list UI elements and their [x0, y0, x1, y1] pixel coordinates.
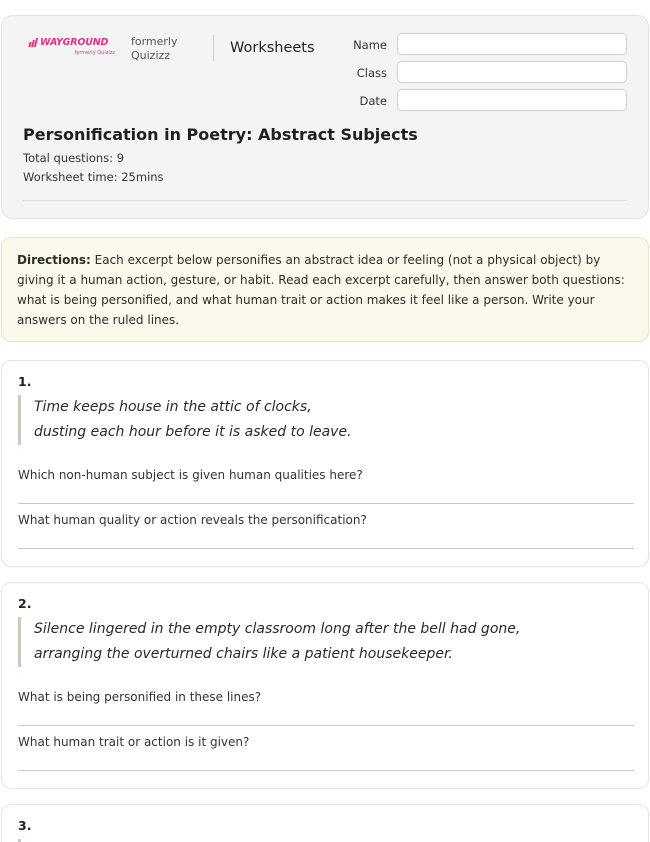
answer-line[interactable]	[18, 548, 634, 549]
question-card-3	[1, 804, 649, 842]
formerly-label: formerly	[131, 35, 178, 48]
excerpt-line: Silence lingered in the empty classroom long after the bell had gone,	[34, 621, 521, 637]
answer-line[interactable]	[18, 725, 634, 726]
excerpt-line: Time keeps house in the attic of clocks,	[34, 399, 312, 415]
answer-line[interactable]	[18, 770, 634, 771]
answer-line[interactable]	[18, 503, 634, 504]
total-questions: Total questions: 9	[23, 151, 125, 165]
header-divider	[213, 35, 214, 61]
date-field[interactable]	[397, 89, 627, 111]
question-prompt: What human quality or action reveals the personification?	[18, 513, 367, 527]
formerly-quizizz-note	[131, 35, 178, 63]
wayground-logo	[29, 37, 119, 56]
question-number: 2.	[18, 596, 32, 611]
excerpt-line: dusting each hour before it is asked to leave.	[34, 424, 352, 440]
directions-label: Directions:	[17, 253, 91, 267]
section-title: Worksheets	[230, 40, 315, 56]
question-prompt: Which non-human subject is given human qualities here?	[18, 468, 363, 482]
poem-excerpt	[18, 395, 618, 445]
worksheet-time: Worksheet time: 25mins	[23, 170, 164, 184]
name-field[interactable]	[397, 33, 627, 55]
header-rule	[23, 200, 627, 201]
brand-name: WAYGROUND	[40, 37, 109, 48]
date-label: Date	[359, 94, 387, 108]
question-number: 3.	[18, 818, 32, 833]
poem-excerpt	[18, 617, 618, 667]
question-prompt: What is being personified in these lines?	[18, 690, 262, 704]
wayground-logo-mark-icon	[29, 38, 37, 47]
brand-subtitle: formerly Quizizz	[74, 50, 115, 56]
directions-box	[1, 237, 649, 342]
question-number: 1.	[18, 374, 32, 389]
question-card-1	[1, 360, 649, 567]
class-label: Class	[356, 66, 387, 80]
question-card-2	[1, 582, 649, 789]
question-prompt: What human trait or action is it given?	[18, 735, 250, 749]
worksheet-title: Personification in Poetry: Abstract Subjects	[23, 125, 418, 144]
excerpt-line: arranging the overturned chairs like a patient housekeeper.	[34, 646, 453, 662]
quizizz-label: Quizizz	[131, 49, 171, 62]
directions-text: Each excerpt below personifies an abstract idea or feeling (not a physical object) by giving it a human action, gesture, or habit. Read each excerpt carefully, then answer both questions: what is being personified, and what human trait or action makes it feel like a person. Write your answers on the ruled lines.	[17, 253, 625, 327]
name-label: Name	[353, 38, 387, 52]
class-field[interactable]	[397, 61, 627, 83]
